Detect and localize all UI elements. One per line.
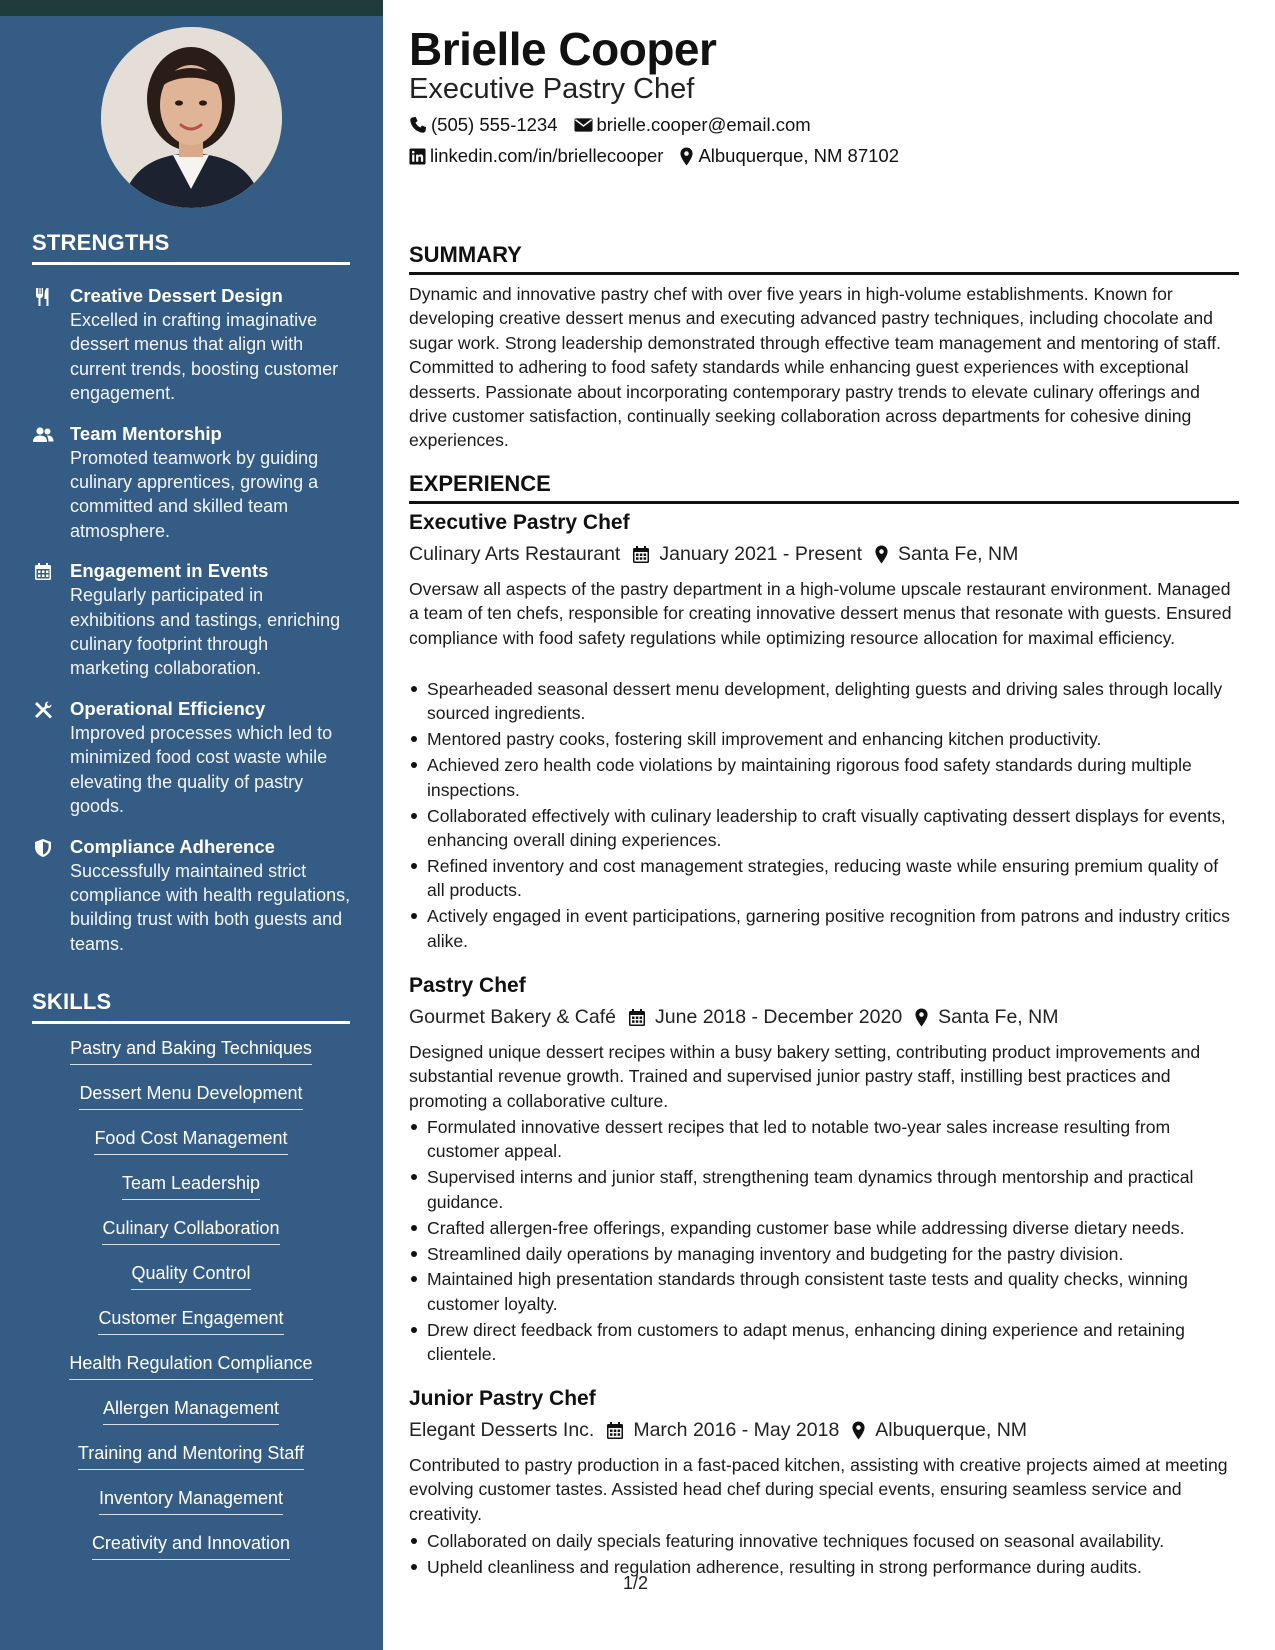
job-title: Junior Pastry Chef — [409, 1387, 596, 1410]
job-bullets — [409, 677, 1239, 954]
strength-item — [32, 835, 352, 957]
phone-contact[interactable] — [409, 114, 558, 136]
job-location-text: Albuquerque, NM — [875, 1419, 1028, 1441]
phone-icon — [409, 116, 427, 134]
job-bullet: Upheld cleanliness and regulation adherence, resulting in strong performance during audits. — [409, 1555, 1239, 1579]
calendar-icon — [32, 561, 54, 583]
sidebar — [0, 0, 383, 1650]
strength-title: Creative Dessert Design — [70, 285, 283, 306]
job-bullets — [409, 1529, 1239, 1581]
skill-item: Dessert Menu Development — [79, 1081, 302, 1110]
job-title: Executive Pastry Chef — [409, 511, 630, 534]
linkedin-text: linkedin.com/in/briellecooper — [430, 145, 664, 166]
job-bullet: Supervised interns and junior staff, strengthening team dynamics through mentorship and practical guidance. — [409, 1165, 1239, 1214]
contact-row-1 — [409, 114, 827, 136]
candidate-role: Executive Pastry Chef — [409, 73, 695, 105]
job-location — [851, 1419, 1027, 1442]
calendar-icon — [632, 545, 650, 564]
map-pin-icon — [851, 1421, 866, 1440]
skill-item: Team Leadership — [122, 1171, 260, 1200]
job-meta — [409, 1419, 1039, 1442]
email-contact[interactable] — [574, 114, 811, 136]
job-company: Elegant Desserts Inc. — [409, 1419, 595, 1441]
skills-list — [32, 1036, 350, 1576]
profile-photo — [101, 27, 282, 208]
skill-item: Allergen Management — [103, 1396, 279, 1425]
calendar-icon — [606, 1421, 624, 1440]
sidebar-top-bar — [0, 0, 383, 16]
email-text: brielle.cooper@email.com — [596, 114, 811, 135]
job-bullet: Achieved zero health code violations by maintaining rigorous food safety standards during multiple inspections. — [409, 753, 1239, 802]
strength-title: Engagement in Events — [70, 560, 269, 582]
strength-description: Excelled in crafting imaginative dessert menus that align with current trends, boosting customer engagement. — [70, 310, 339, 404]
tools-icon — [32, 699, 54, 721]
contact-row-2 — [409, 145, 915, 167]
phone-text: (505) 555-1234 — [431, 114, 558, 135]
summary-heading: SUMMARY — [409, 242, 1239, 275]
skill-item: Food Cost Management — [94, 1126, 287, 1155]
job-description: Oversaw all aspects of the pastry department in a high-volume upscale restaurant environment. Managed a team of ten chefs, responsible for creating innovative dessert menus that resonate with guests. Ensured compliance with food safety regulations while optimizing resource allocation for maximal efficiency. — [409, 579, 1232, 648]
candidate-name: Brielle Cooper — [409, 23, 717, 75]
map-pin-icon — [914, 1008, 929, 1027]
job-dates — [632, 543, 862, 566]
strength-description: Successfully maintained strict compliance with health regulations, building trust with both guests and teams. — [70, 860, 351, 954]
job-dates-text: March 2016 - May 2018 — [633, 1419, 840, 1441]
skill-item: Creativity and Innovation — [92, 1531, 290, 1560]
job-dates-text: January 2021 - Present — [659, 543, 863, 565]
linkedin-icon — [409, 148, 426, 165]
experience-heading: EXPERIENCE — [409, 471, 1239, 504]
job-bullet: Refined inventory and cost management strategies, reducing waste while ensuring premium quality of all products. — [409, 854, 1239, 903]
job-meta — [409, 543, 1030, 566]
strength-title: Compliance Adherence — [70, 835, 275, 857]
map-pin-icon — [874, 545, 889, 564]
job-location — [874, 543, 1018, 566]
skill-item: Pastry and Baking Techniques — [70, 1036, 312, 1065]
strength-title: Operational Efficiency — [70, 697, 266, 719]
skill-item: Culinary Collaboration — [102, 1216, 279, 1245]
job-dates — [606, 1419, 839, 1442]
skill-item: Customer Engagement — [98, 1306, 283, 1335]
job-bullet: Collaborated on daily specials featuring innovative techniques focused on seasonal availability. — [409, 1529, 1239, 1553]
job-dates — [628, 1006, 902, 1029]
strength-description: Promoted teamwork by guiding culinary apprentices, growing a committed and skilled team atmosphere. — [70, 447, 319, 541]
location-text: Albuquerque, NM 87102 — [698, 145, 899, 166]
linkedin-contact[interactable] — [409, 145, 663, 167]
job-dates-text: June 2018 - December 2020 — [655, 1006, 903, 1028]
job-description: Contributed to pastry production in a fast-paced kitchen, assisting with creative projects aimed at meeting evolving customer tastes. Assisted head chef during special events, ensuring seamless service and creativity. — [409, 1455, 1228, 1524]
summary-text: Dynamic and innovative pastry chef with over five years in high-volume establishments. Known for developing creative dessert menus and executing advanced pastry techniques, including chocolate and sugar work. Strong leadership demonstrated through effective team management and mentoring of staff. Committed to adhering to food safety standards while enhancing guest experiences with exceptional desserts. Passionate about incorporating contemporary pastry trends to elevate culinary offerings and drive customer satisfaction, continually seeking collaboration across departments for cohesive dining experiences. — [409, 284, 1222, 451]
job-bullet: Formulated innovative dessert recipes that led to notable two-year sales increase resulting from customer appeal. — [409, 1115, 1239, 1164]
map-pin-icon — [679, 147, 694, 166]
job-company: Gourmet Bakery & Café — [409, 1006, 616, 1028]
job-bullet: Mentored pastry cooks, fostering skill improvement and enhancing kitchen productivity. — [409, 727, 1239, 751]
users-icon — [32, 424, 54, 446]
avatar-icon — [101, 27, 282, 208]
job-bullet: Maintained high presentation standards through consistent taste tests and quality checks, winning customer loyalty. — [409, 1267, 1239, 1316]
strength-item — [32, 697, 352, 819]
job-description: Designed unique dessert recipes within a busy bakery setting, contributing product improvements and substantial revenue growth. Trained and supervised junior pastry staff, instilling best practices and promoting a collaborative culture. — [409, 1042, 1201, 1111]
skill-item: Training and Mentoring Staff — [78, 1441, 304, 1470]
skill-item: Quality Control — [131, 1261, 250, 1290]
job-title: Pastry Chef — [409, 974, 526, 997]
job-bullet: Drew direct feedback from customers to adapt menus, enhancing dining experience and retaining clientele. — [409, 1318, 1239, 1367]
job-bullet: Crafted allergen-free offerings, expanding customer base while addressing diverse dietary needs. — [409, 1216, 1239, 1240]
calendar-icon — [628, 1008, 646, 1027]
skill-item: Health Regulation Compliance — [69, 1351, 312, 1380]
job-bullet: Spearheaded seasonal dessert menu development, delighting guests and driving sales through locally sourced ingredients. — [409, 677, 1239, 726]
strength-item — [32, 284, 352, 406]
shield-icon — [32, 837, 54, 859]
job-bullet: Collaborated effectively with culinary leadership to craft visually captivating dessert displays for events, enhancing overall dining experiences. — [409, 804, 1239, 853]
utensils-icon — [32, 286, 54, 308]
location-contact — [679, 145, 899, 167]
envelope-icon — [574, 117, 593, 133]
strengths-heading: STRENGTHS — [32, 230, 350, 265]
strength-description: Regularly participated in exhibitions and tastings, enriching culinary footprint through marketing collaboration. — [70, 585, 341, 679]
job-bullets — [409, 1115, 1239, 1368]
skill-item: Inventory Management — [99, 1486, 283, 1515]
job-bullet: Streamlined daily operations by managing inventory and budgeting for the pastry division. — [409, 1242, 1239, 1266]
page-number: 1/2 — [623, 1573, 649, 1593]
job-location — [914, 1006, 1058, 1029]
job-location-text: Santa Fe, NM — [898, 543, 1019, 565]
job-meta — [409, 1006, 1070, 1029]
strength-description: Improved processes which led to minimized food cost waste while elevating the quality of pastry goods. — [70, 722, 333, 817]
strength-item — [32, 422, 352, 544]
job-location-text: Santa Fe, NM — [938, 1006, 1059, 1028]
job-company: Culinary Arts Restaurant — [409, 543, 621, 565]
strengths-list — [32, 284, 352, 972]
strength-title: Team Mentorship — [70, 422, 222, 444]
skills-heading: SKILLS — [32, 989, 350, 1024]
strength-item — [32, 559, 352, 681]
job-bullet: Actively engaged in event participations, garnering positive recognition from patrons and industry critics alike. — [409, 904, 1239, 953]
